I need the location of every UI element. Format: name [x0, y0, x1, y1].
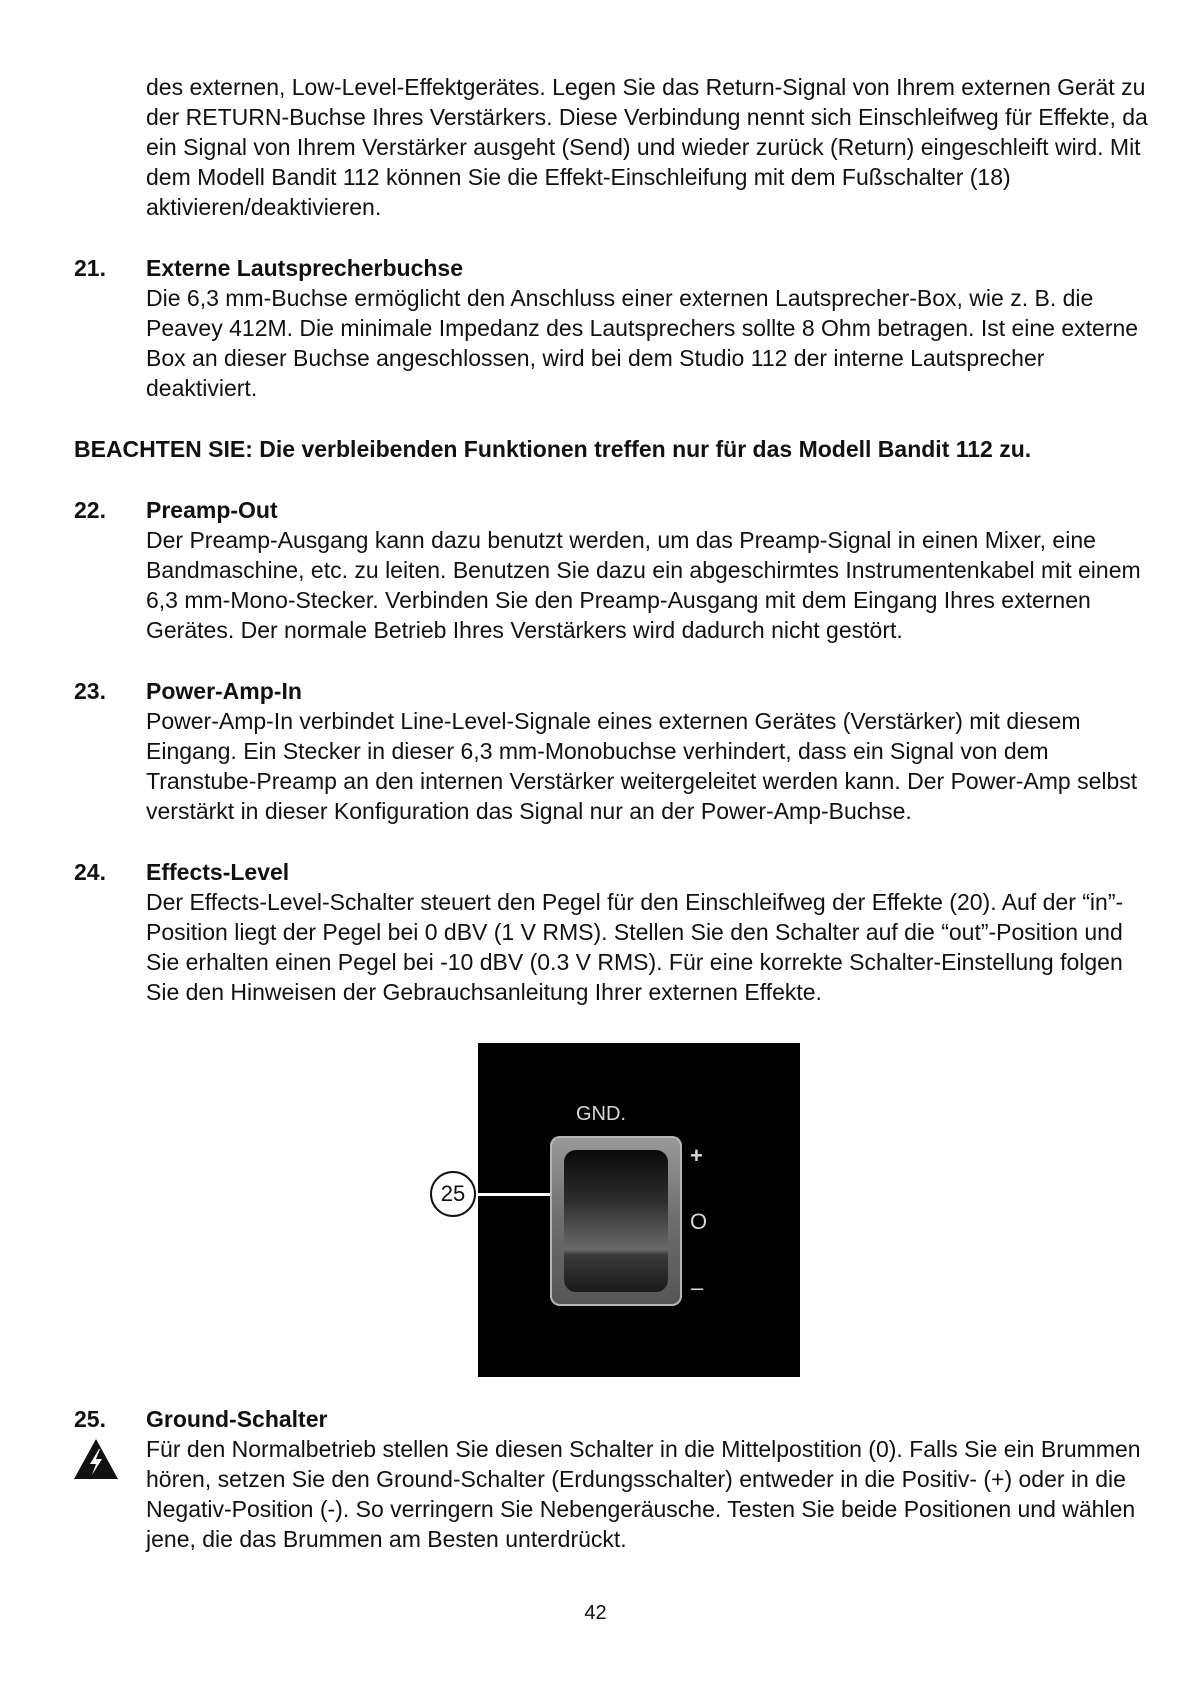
item-title: Effects-Level	[146, 859, 290, 885]
item-number: 21.	[74, 255, 106, 281]
item-body: Power-Amp-In verbindet Line-Level-Signale eines externen Gerätes (Verstärker) mit diesem Eingang. Ein Stecker in dieser 6,3 mm-Monobuchse verhindert, dass ein Signal von dem Transtube-Preamp an den internen Verstärker weitergeleitet werden kann. Der Power-Amp selbst verstärkt in dieser Konfiguration das Signal nur an der Power-Amp-Buchse.	[146, 708, 1138, 824]
zero-label: O	[690, 1209, 708, 1234]
ground-switch	[550, 1136, 682, 1306]
callout-line	[478, 1193, 550, 1196]
item-number: 25.	[74, 1406, 106, 1432]
item-title: Ground-Schalter	[146, 1406, 328, 1432]
item-title: Power-Amp-In	[146, 678, 302, 704]
intro-paragraph: des externen, Low-Level-Effektgerätes. Legen Sie das Return-Signal von Ihrem externen Gerät zu der RETURN-Buchse Ihres Verstärkers. Diese Verbindung nennt sich Einschleifweg für Effekte, da ein Signal von Ihrem Verstärker ausgeht (Send) und wieder zurück (Return) eingeschleift wird. Mit dem Modell Bandit 112 können Sie die Effekt-Einschleifung mit dem Fußschalter (18) aktivieren/deaktivieren.	[146, 74, 1148, 220]
item-body: Der Preamp-Ausgang kann dazu benutzt werden, um das Preamp-Signal in einen Mixer, eine Bandmaschine, etc. zu leiten. Benutzen Sie dazu ein abgeschirmtes Instrumentenkabel mit einem 6,3 mm-Mono-Stecker. Verbinden Sie den Preamp-Ausgang mit dem Eingang Ihres externen Gerätes. Der normale Betrieb Ihres Verstärkers wird dadurch nicht gestört.	[146, 527, 1141, 643]
item-body: Der Effects-Level-Schalter steuert den Pegel für den Einschleifweg der Effekte (20). Auf der “in”-Position liegt der Pegel bei 0 dBV (1 V RMS). Stellen Sie den Schalter auf die “out”-Position und Sie erhalten einen Pegel bei -10 dBV (0.3 V RMS). Für eine korrekte Schalter-Einstellung folgen Sie den Hinweisen der Gebrauchsanleitung Ihrer externen Effekte.	[146, 889, 1124, 1005]
switch-rocker	[564, 1150, 668, 1292]
gnd-label: GND.	[576, 1103, 626, 1125]
minus-label: –	[691, 1275, 704, 1300]
item-number: 23.	[74, 678, 106, 704]
plus-label: +	[690, 1143, 703, 1168]
item-title: Preamp-Out	[146, 497, 278, 523]
electric-warning-icon	[72, 1437, 120, 1481]
item-body: Die 6,3 mm-Buchse ermöglicht den Anschluss einer externen Lautsprecher-Box, wie z. B. die Peavey 412M. Die minimale Impedanz des Lautsprechers sollte 8 Ohm betragen. Ist eine externe Box an dieser Buchse angeschlossen, wird bei dem Studio 112 der interne Lautsprecher deaktiviert.	[146, 285, 1139, 401]
note-heading: BEACHTEN SIE: Die verbleibenden Funktionen treffen nur für das Modell Bandit 112 zu.	[74, 436, 1032, 462]
item-number: 24.	[74, 859, 106, 885]
ground-switch-figure	[478, 1043, 800, 1377]
item-number: 22.	[74, 497, 106, 523]
callout-25: 25	[430, 1171, 476, 1217]
page-number: 42	[584, 1602, 607, 1624]
item-title: Externe Lautsprecherbuchse	[146, 255, 464, 281]
item-body: Für den Normalbetrieb stellen Sie diesen Schalter in die Mittelpostition (0). Falls Sie ein Brummen hören, setzen Sie den Ground-Schalter (Erdungsschalter) entweder in die Positiv- (+) oder in die Negativ-Position (-). So verringern Sie Nebengeräusche. Testen Sie beide Positionen und wählen jene, die das Brummen am Besten unterdrückt.	[146, 1436, 1141, 1552]
